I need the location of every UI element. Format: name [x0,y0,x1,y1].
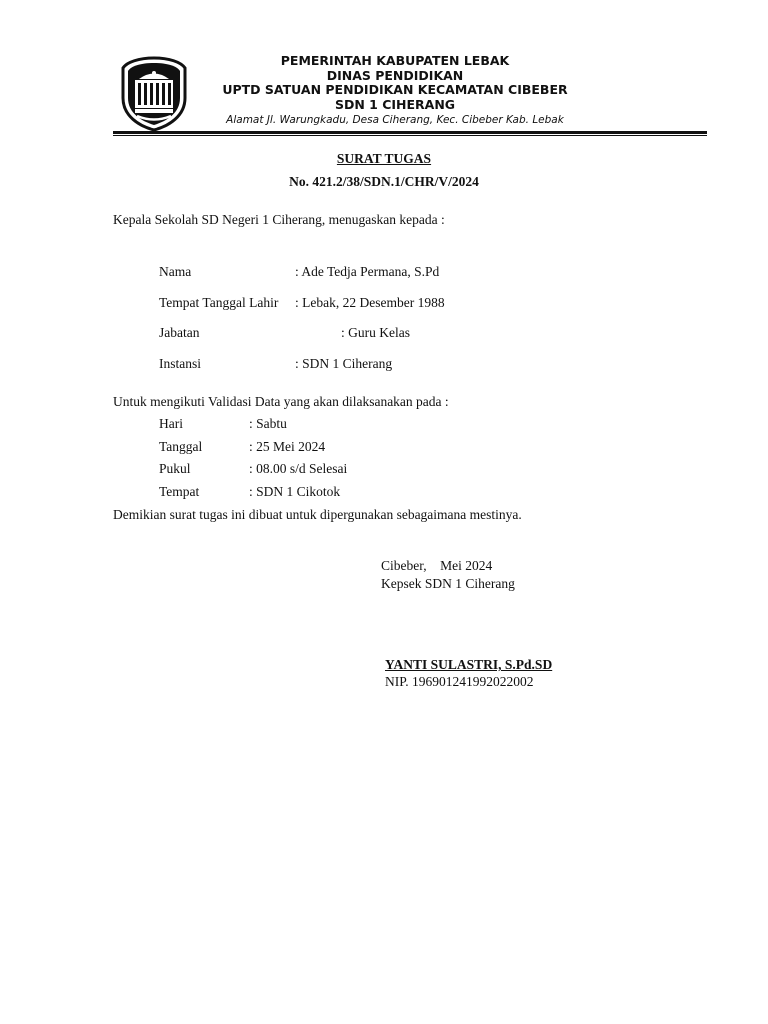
day-value: : Sabtu [249,416,287,431]
signatory-nip: NIP. 196901241992022002 [385,674,534,689]
letter-number: No. 421.2/38/SDN.1/CHR/V/2024 [289,174,479,189]
purpose-paragraph: Untuk mengikuti Validasi Data yang akan dilaksanakan pada : [113,394,449,409]
place-label: Tempat [159,484,200,499]
letterhead-rule-thick [113,131,707,134]
time-label: Pukul [159,461,191,476]
letter-title: SURAT TUGAS [336,151,432,166]
letterhead-uptd: UPTD SATUAN PENDIDIKAN KECAMATAN CIBEBER [222,82,568,97]
day-label: Hari [159,416,183,431]
place-value: : SDN 1 Cikotok [249,484,341,499]
signatory-name: YANTI SULASTRI, S.Pd.SD [385,657,553,672]
letterhead-department: DINAS PENDIDIKAN [326,67,464,83]
letterhead-school: SDN 1 CIHERANG [334,96,456,112]
position-value: : Guru Kelas [341,325,410,340]
name-value: : Ade Tedja Permana, S.Pd [295,264,440,279]
letterhead-address: Alamat Jl. Warungkadu, Desa Ciherang, Kec. Cibeber Kab. Lebak [226,114,564,126]
institution-value: : SDN 1 Ciherang [295,356,393,371]
date-value: : 25 Mei 2024 [249,439,326,454]
closing-paragraph: Demikian surat tugas ini dibuat untuk dipergunakan sebagaimana mestinya. [113,507,522,522]
position-label: Jabatan [159,325,200,340]
institution-label: Instansi [159,356,201,371]
time-value: : 08.00 s/d Selesai [249,461,348,476]
name-label: Nama [159,264,192,279]
letterhead-rule-thin [113,135,707,136]
school-emblem-logo [121,56,187,132]
opening-paragraph: Kepala Sekolah SD Negeri 1 Ciherang, menugaskan kepada : [113,212,445,227]
letterhead [190,54,600,128]
birth-value: : Lebak, 22 Desember 1988 [295,295,445,310]
date-label: Tanggal [159,439,203,454]
signature-role: Kepsek SDN 1 Ciherang [381,576,515,591]
letterhead-government: PEMERINTAH KABUPATEN LEBAK [280,53,510,68]
signature-place-date: Cibeber, Mei 2024 [381,558,493,573]
birth-label: Tempat Tanggal Lahir [159,295,279,310]
